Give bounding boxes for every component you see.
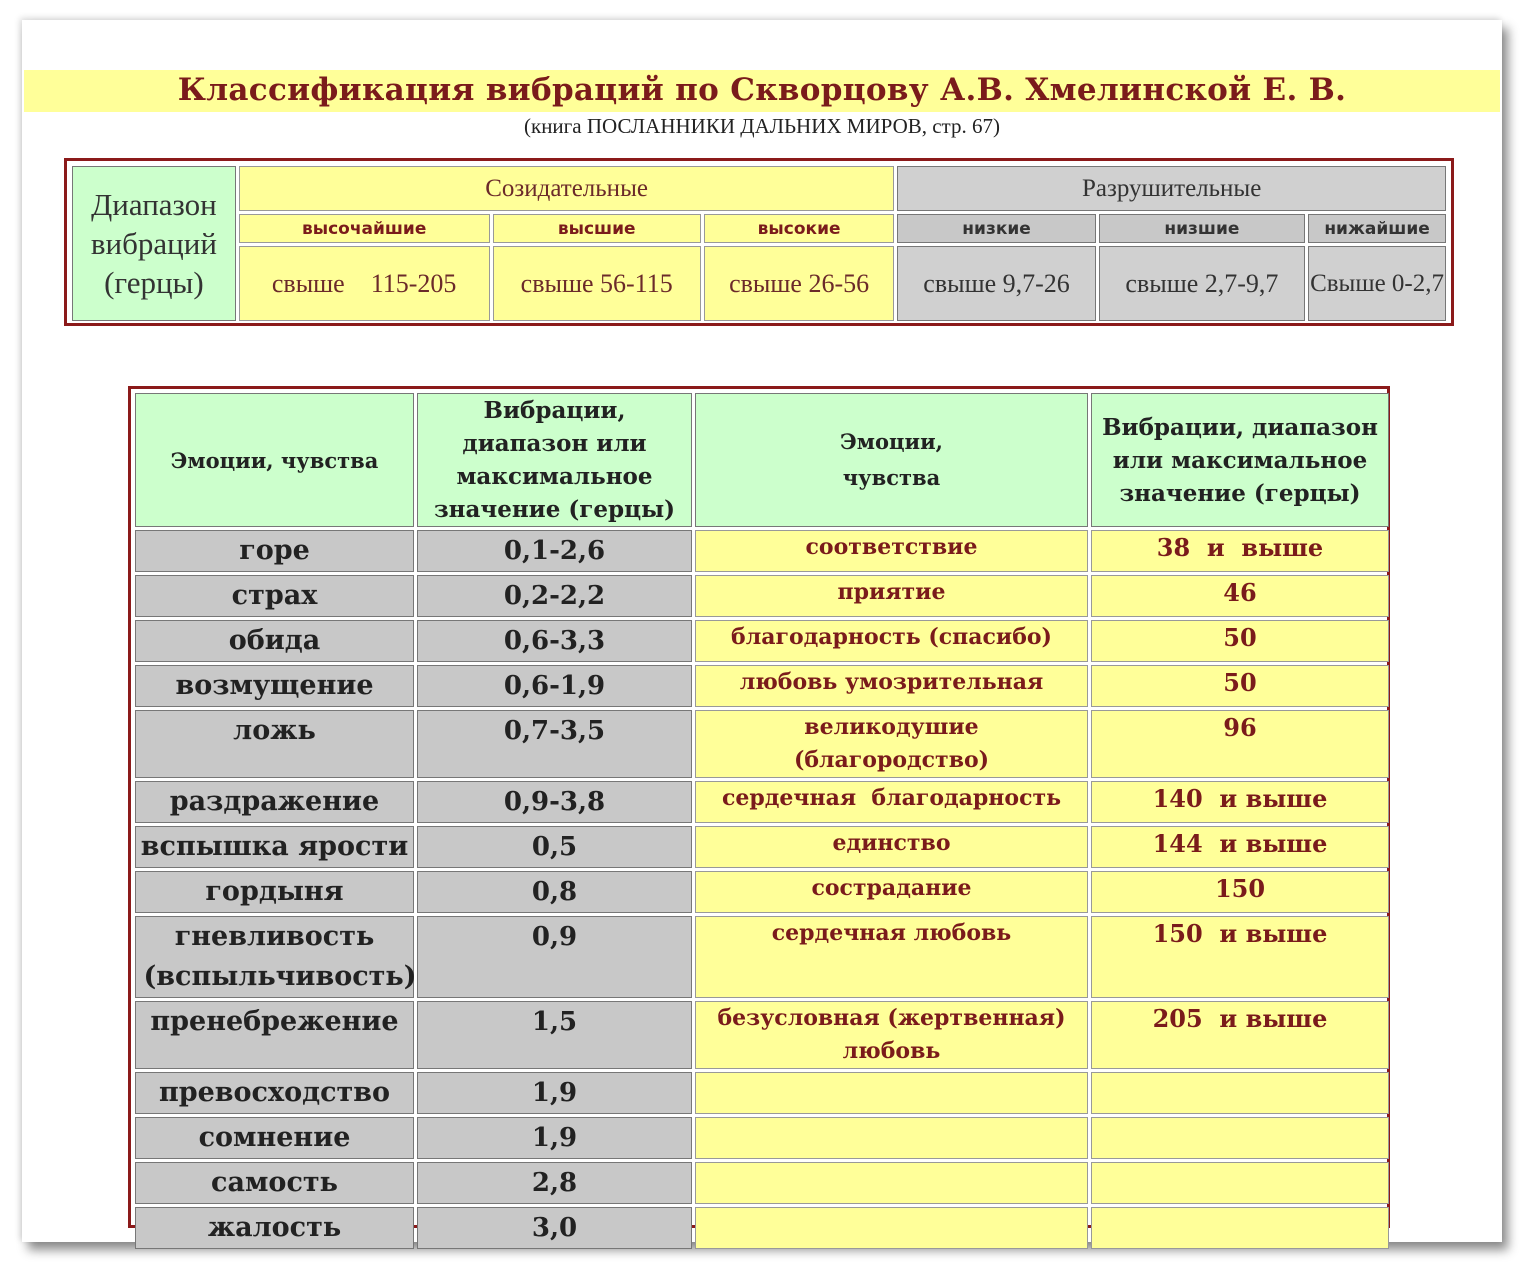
level-value: Свыше 0-2,7 [1308,246,1446,321]
level-value: свыше 2,7-9,7 [1099,246,1305,321]
positive-emotion: сердечная любовь [695,916,1088,998]
negative-value: 0,1-2,6 [417,530,692,572]
negative-emotion: жалость [135,1207,414,1249]
positive-value: 38 и выше [1091,530,1389,572]
negative-emotion: ложь [135,710,414,778]
level-value: свыше 9,7-26 [897,246,1095,321]
positive-emotion: приятие [695,575,1088,617]
level-name: низшие [1099,214,1305,243]
negative-value: 0,9 [417,916,692,998]
creative-header: Созидательные [239,166,895,211]
positive-value: 50 [1091,620,1389,662]
document-page [22,20,1502,1242]
positive-value: 46 [1091,575,1389,617]
positive-emotion [695,710,1088,778]
negative-value: 0,2-2,2 [417,575,692,617]
positive-emotion [695,1072,1088,1114]
negative-emotion: самость [135,1162,414,1204]
table-row [135,1162,1389,1204]
negative-value: 0,6-3,3 [417,620,692,662]
negative-emotion: вспышка ярости [135,826,414,868]
positive-value: 150 и выше [1091,916,1389,998]
positive-emotion [695,1117,1088,1159]
positive-emotion [695,1207,1088,1249]
negative-emotion [135,916,417,998]
table-row [135,1001,1389,1069]
positive-emotion: соответствие [695,530,1088,572]
negative-emotion: обида [135,620,414,662]
level-name: нижайшие [1308,214,1446,243]
table-row [135,916,1389,998]
negative-value: 0,7-3,5 [417,710,692,778]
negative-value: 0,9-3,8 [417,781,692,823]
header-vibration-negative: Вибрации, диапазон или максимальное значение (герцы) [417,393,692,527]
level-value: свыше 115-205 [239,246,490,321]
positive-value: 144 и выше [1091,826,1389,868]
page-title: Классификация вибраций по Скворцову А.В. Хмелинской Е. В. [177,72,1347,108]
positive-value: 205 и выше [1091,1001,1389,1069]
positive-value: 50 [1091,665,1389,707]
negative-emotion: сомнение [135,1117,414,1159]
table-row [135,710,1389,778]
negative-value: 1,5 [417,1001,692,1069]
negative-value: 0,8 [417,871,692,913]
table-row [135,1072,1389,1114]
table-row [135,1207,1389,1249]
emotions-table [128,386,1390,1243]
positive-emotion: сострадание [695,871,1088,913]
positive-value [1091,1072,1389,1114]
negative-value: 0,5 [417,826,692,868]
positive-emotion: любовь умозрительная [695,665,1088,707]
negative-emotion: пренебрежение [135,1001,414,1069]
positive-emotion [695,1162,1088,1204]
header-emotion-positive-text: Эмоции, чувства [840,429,943,490]
header-emotion-positive [695,393,1088,527]
table-row [135,665,1389,707]
header-emotion-negative: Эмоции, чувства [135,393,414,527]
negative-emotion: страх [135,575,414,617]
level-name: высшие [493,214,701,243]
positive-value: 96 [1091,710,1389,778]
level-name: высочайшие [239,214,490,243]
destructive-header: Разрушительные [897,166,1446,211]
negative-emotion: горе [135,530,414,572]
page-subtitle: (книга ПОСЛАННИКИ ДАЛЬНИХ МИРОВ, стр. 67) [524,114,1000,138]
negative-value: 0,6-1,9 [417,665,692,707]
positive-value: 140 и выше [1091,781,1389,823]
table-row [135,781,1389,823]
negative-value: 2,8 [417,1162,692,1204]
table-row [135,871,1389,913]
table-row [135,826,1389,868]
table-row [135,530,1389,572]
negative-emotion-text: гневливость (вспыльчивость) [143,921,417,992]
positive-emotion: благодарность (спасибо) [695,620,1088,662]
positive-value [1091,1207,1389,1249]
level-name: низкие [897,214,1095,243]
level-value: свыше 56-115 [493,246,701,321]
negative-emotion: гордыня [135,871,414,913]
table-row [135,1117,1389,1159]
positive-value [1091,1162,1389,1204]
table-row [135,575,1389,617]
classification-table [64,158,1454,326]
positive-emotion: сердечная благодарность [695,781,1088,823]
positive-value [1091,1117,1389,1159]
negative-emotion: превосходство [135,1072,414,1114]
level-name: высокие [704,214,894,243]
negative-value: 1,9 [417,1117,692,1159]
level-value: свыше 26-56 [704,246,894,321]
negative-emotion: возмущение [135,665,414,707]
header-vibration-positive: Вибрации, диапазон или максимальное значение (герцы) [1091,393,1389,527]
negative-emotion: раздражение [135,781,414,823]
negative-value: 1,9 [417,1072,692,1114]
positive-emotion: безусловная (жертвенная) любовь [695,1001,1088,1069]
table-row [135,620,1389,662]
positive-emotion: единство [695,826,1088,868]
range-label: Диапазон вибраций (герцы) [72,166,236,321]
positive-emotion-text: великодушие (благородство) [793,714,990,773]
negative-value: 3,0 [417,1207,692,1249]
positive-value: 150 [1091,871,1389,913]
